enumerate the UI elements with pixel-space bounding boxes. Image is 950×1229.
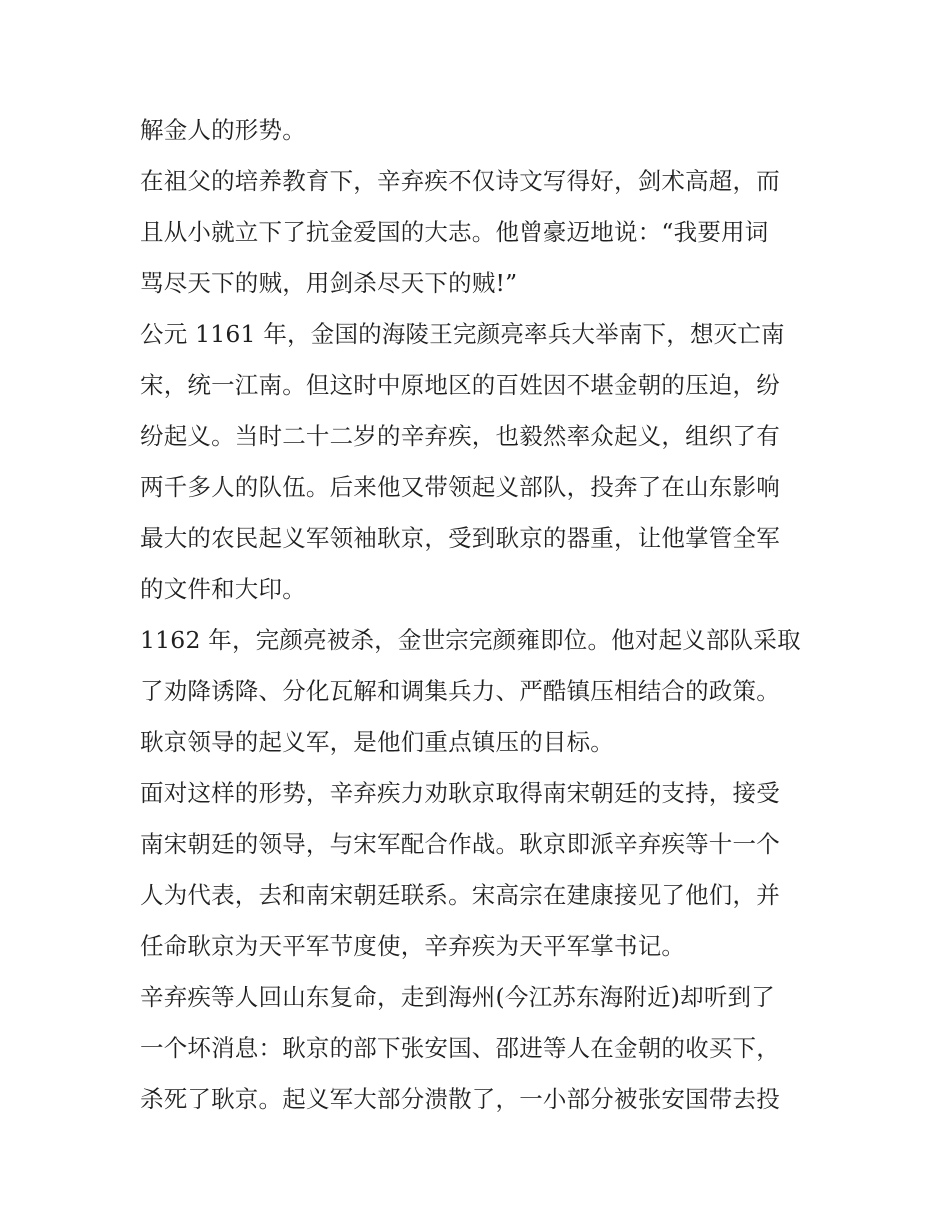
text-line: 辛弃疾等人回山东复命，走到海州(今江苏东海附近)却听到了 bbox=[140, 983, 775, 1011]
text-line: 耿京领导的起义军，是他们重点镇压的目标。 bbox=[140, 728, 614, 756]
text-line: 一个坏消息：耿京的部下张安国、邵进等人在金朝的收买下， bbox=[140, 1034, 780, 1062]
text-line: 在祖父的培养教育下，辛弃疾不仅诗文写得好，剑术高超，而 bbox=[140, 167, 780, 195]
text-line: 纷起义。当时二十二岁的辛弃疾，也毅然率众起义，组织了有 bbox=[140, 422, 780, 450]
text-line: 两千多人的队伍。后来他又带领起义部队，投奔了在山东影响 bbox=[140, 473, 780, 501]
text-line: 且从小就立下了抗金爱国的大志。他曾豪迈地说：“我要用词 bbox=[140, 218, 769, 246]
text-line: 南宋朝廷的领导，与宋军配合作战。耿京即派辛弃疾等十一个 bbox=[140, 830, 780, 858]
text-line: 公元 1161 年，金国的海陵王完颜亮率兵大举南下，想灭亡南 bbox=[140, 320, 785, 348]
text-line: 解金人的形势。 bbox=[140, 116, 306, 144]
text-line: 任命耿京为天平军节度使，辛弃疾为天平军掌书记。 bbox=[140, 932, 686, 960]
text-line: 骂尽天下的贼，用剑杀尽天下的贼!” bbox=[140, 269, 518, 297]
text-line: 面对这样的形势，辛弃疾力劝耿京取得南宋朝廷的支持，接受 bbox=[140, 779, 780, 807]
text-line: 宋，统一江南。但这时中原地区的百姓因不堪金朝的压迫，纷 bbox=[140, 371, 780, 399]
text-line: 人为代表，去和南宋朝廷联系。宋高宗在建康接见了他们，并 bbox=[140, 881, 780, 909]
text-line: 的文件和大印。 bbox=[140, 575, 306, 603]
text-line: 1162 年，完颜亮被杀，金世宗完颜雍即位。他对起义部队采取 bbox=[140, 626, 801, 654]
text-line: 最大的农民起义军领袖耿京，受到耿京的器重，让他掌管全军 bbox=[140, 524, 780, 552]
body-text bbox=[140, 106, 820, 1126]
text-line: 杀死了耿京。起义军大部分溃散了，一小部分被张安国带去投 bbox=[140, 1085, 780, 1113]
text-line: 了劝降诱降、分化瓦解和调集兵力、严酷镇压相结合的政策。 bbox=[140, 677, 780, 705]
